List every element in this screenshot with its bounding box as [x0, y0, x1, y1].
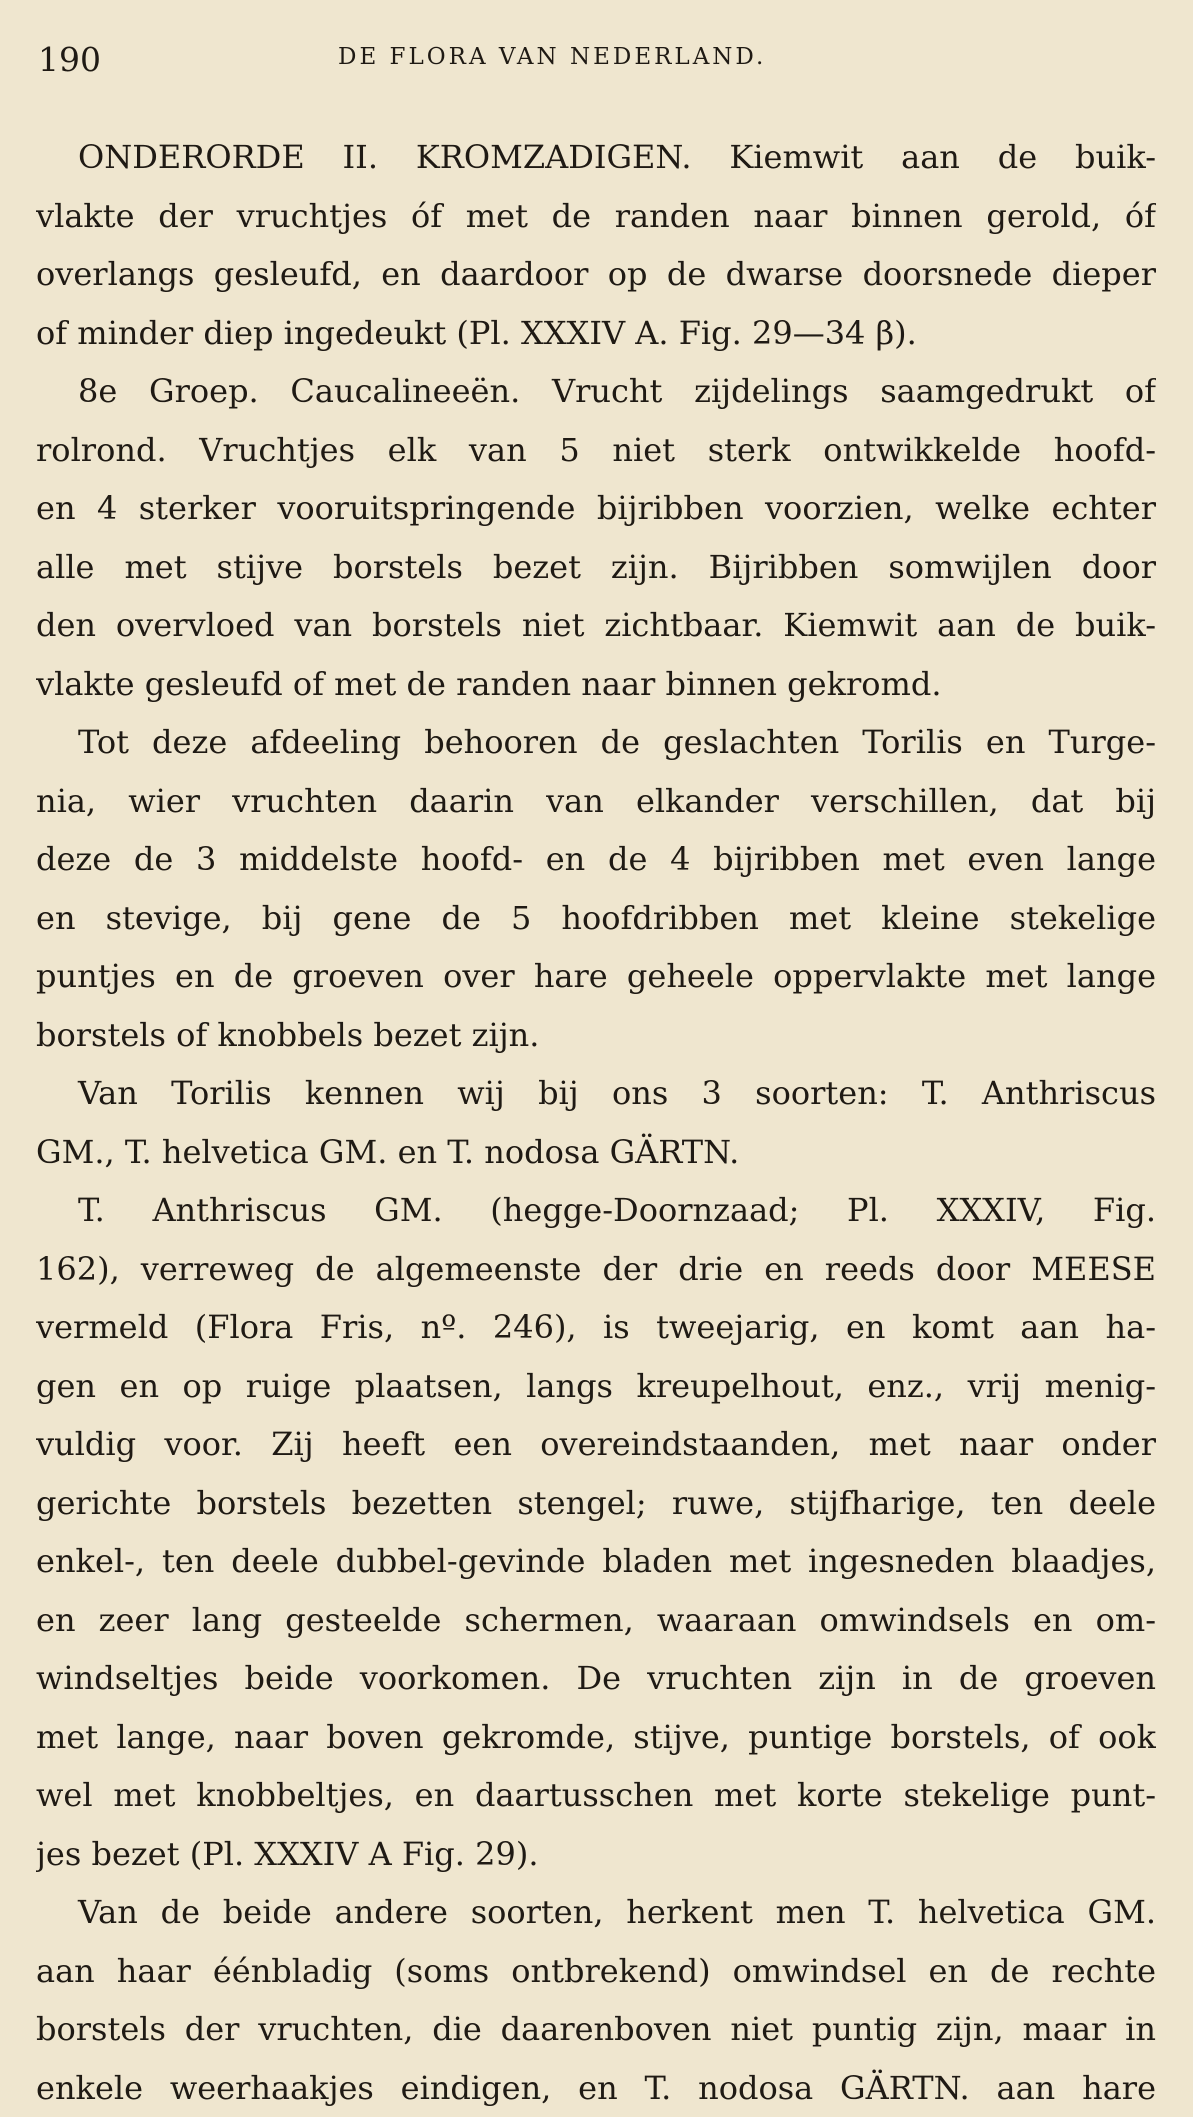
text-line: en zeer lang gesteelde schermen, waaraan omwindsels en om- [36, 1591, 1156, 1650]
text-line: alle met stijve borstels bezet zijn. Bijribben somwijlen door [36, 538, 1156, 597]
text-line: wel met knobbeltjes, en daartusschen met korte stekelige punt- [36, 1766, 1156, 1825]
text-line: borstels of knobbels bezet zijn. [36, 1006, 1156, 1065]
text-line: borstels der vruchten, die daarenboven niet puntig zijn, maar in [36, 2000, 1156, 2059]
text-line: Van Torilis kennen wij bij ons 3 soorten: T. Anthriscus [36, 1064, 1156, 1123]
text-line: jes bezet (Pl. XXXIV A Fig. 29). [36, 1825, 1156, 1884]
text-line: enkele weerhaakjes eindigen, en T. nodosa GÄRTN. aan hare [36, 2059, 1156, 2117]
text-line: en stevige, bij gene de 5 hoofdribben met kleine stekelige [36, 889, 1156, 948]
body-text [36, 128, 1156, 2117]
text-line: Van de beide andere soorten, herkent men T. helvetica GM. [36, 1883, 1156, 1942]
text-line: vermeld (Flora Fris, nº. 246), is tweejarig, en komt aan ha- [36, 1298, 1156, 1357]
text-line: windseltjes beide voorkomen. De vruchten zijn in de groeven [36, 1649, 1156, 1708]
page-number: 190 [38, 40, 101, 79]
text-line: gen en op ruige plaatsen, langs kreupelhout, enz., vrij menig- [36, 1357, 1156, 1416]
text-line: ONDERORDE II. KROMZADIGEN. Kiemwit aan de buik- [36, 128, 1156, 187]
text-line: met lange, naar boven gekromde, stijve, puntige borstels, of ook [36, 1708, 1156, 1767]
text-line: GM., T. helvetica GM. en T. nodosa GÄRTN. [36, 1123, 1156, 1182]
text-line: rolrond. Vruchtjes elk van 5 niet sterk ontwikkelde hoofd- [36, 421, 1156, 480]
text-line: overlangs gesleufd, en daardoor op de dwarse doorsnede dieper [36, 245, 1156, 304]
text-line: puntjes en de groeven over hare geheele oppervlakte met lange [36, 947, 1156, 1006]
text-line: vuldig voor. Zij heeft een overeindstaanden, met naar onder [36, 1415, 1156, 1474]
running-title: DE FLORA VAN NEDERLAND. [338, 44, 766, 70]
page-header [38, 40, 1173, 80]
text-line: 162), verreweg de algemeenste der drie en reeds door MEESE [36, 1240, 1156, 1299]
text-line: Tot deze afdeeling behooren de geslachten Torilis en Turge- [36, 713, 1156, 772]
text-line: deze de 3 middelste hoofd- en de 4 bijribben met even lange [36, 830, 1156, 889]
text-line: enkel-, ten deele dubbel-gevinde bladen met ingesneden blaadjes, [36, 1532, 1156, 1591]
text-line: of minder diep ingedeukt (Pl. XXXIV A. Fig. 29—34 β). [36, 304, 1156, 363]
text-line: aan haar éénbladig (soms ontbrekend) omwindsel en de rechte [36, 1942, 1156, 2001]
text-line: vlakte der vruchtjes óf met de randen naar binnen gerold, óf [36, 187, 1156, 246]
text-line: en 4 sterker vooruitspringende bijribben voorzien, welke echter [36, 479, 1156, 538]
text-line: vlakte gesleufd of met de randen naar binnen gekromd. [36, 655, 1156, 714]
text-line: gerichte borstels bezetten stengel; ruwe, stijfharige, ten deele [36, 1474, 1156, 1533]
text-line: nia, wier vruchten daarin van elkander verschillen, dat bij [36, 772, 1156, 831]
text-line: T. Anthriscus GM. (hegge-Doornzaad; Pl. XXXIV, Fig. [36, 1181, 1156, 1240]
text-line: 8e Groep. Caucalineeën. Vrucht zijdelings saamgedrukt of [36, 362, 1156, 421]
text-line: den overvloed van borstels niet zichtbaar. Kiemwit aan de buik- [36, 596, 1156, 655]
